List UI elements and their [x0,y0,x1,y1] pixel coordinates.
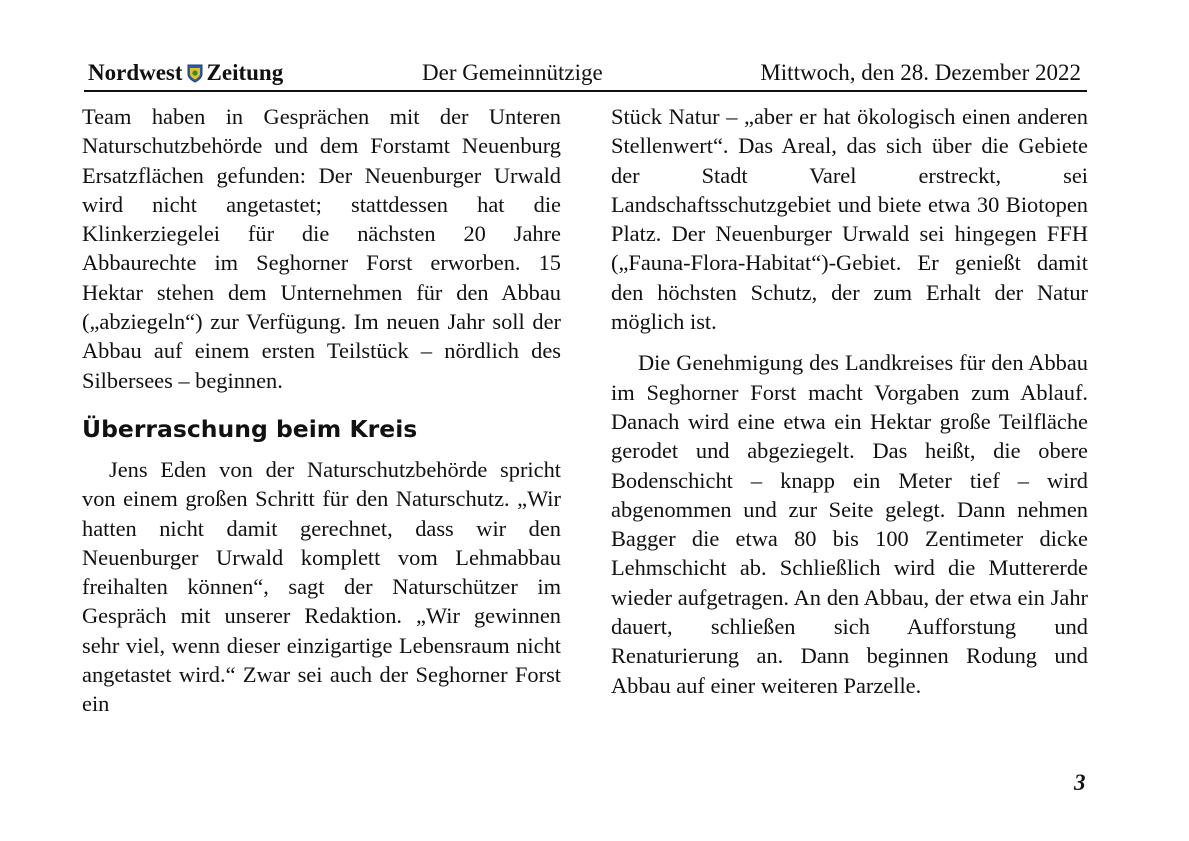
coat-of-arms-icon [187,64,203,83]
article-subheading: Überraschung beim Kreis [82,414,418,443]
brand-name-right: Zeitung [206,60,284,85]
issue-date: Mittwoch, den 28. Dezember 2022 [760,60,1081,85]
newspaper-logo [88,60,283,86]
brand-name-left: Nordwest [88,60,183,85]
page-header [84,60,1087,92]
article-column-left [82,102,561,719]
article-paragraph: Stück Natur – „aber er hat ökologisch einen anderen Stellenwert“. Das Areal, das sich über die Gebiete der Stadt Varel erstreckt, sei Landschaftsschutzgebiet und biete etwa 30 Biotopen Platz. Der Neuenburger Urwald sei hingegen FFH („Fauna-Flora-Habitat“)-Gebiet. Er genießt damit den höchsten Schutz, der zum Erhalt der Natur möglich ist. [611,104,1088,335]
article-paragraph: Team haben in Gesprächen mit der Unteren Naturschutzbehörde und dem Forstamt Neuenburg Ersatzflächen gefunden: Der Neuenburger Urwald wird nicht angetastet; stattdessen hat die Klinkerziegelei für die nächsten 20 Jahre Abbaurechte im Seghorner Forst erworben. 15 Hektar stehen dem Unternehmen für den Abbau („abziegeln“) zur Verfügung. Im neuen Jahr soll der Abbau auf einem ersten Teilstück – nördlich des Silbersees – beginnen. [82,104,561,393]
page-number: 3 [1074,770,1086,795]
article-column-right [611,102,1088,700]
section-title: Der Gemeinnützige [422,60,603,85]
article-paragraph: Jens Eden von der Naturschutzbehörde spricht von einem großen Schritt für den Naturschutz. „Wir hatten nicht damit gerechnet, dass wir den Neuenburger Urwald komplett vom Lehmabbau freihalten können“, sagt der Naturschützer im Gespräch mit unserer Redaktion. „Wir gewinnen sehr viel, wenn dieser einzigartige Lebensraum nicht angetastet wird.“ Zwar sei auch der Seghorner Forst ein [82,456,561,717]
article-paragraph: Die Genehmigung des Landkreises für den Abbau im Seghorner Forst macht Vorgaben zum Ablauf. Danach wird eine etwa ein Hektar große Teilfläche gerodet und abgeziegelt. Das heißt, die obere Bodenschicht – knapp ein Meter tief – wird abgenommen und zur Seite gelegt. Dann nehmen Bagger die etwa 80 bis 100 Zentimeter dicke Lehmschicht ab. Schließlich wird die Muttererde wieder aufgetragen. An den Abbau, der etwa ein Jahr dauert, schließen sich Aufforstung und Renaturierung an. Dann beginnen Rodung und Abbau auf einer weiteren Parzelle. [611,350,1088,698]
